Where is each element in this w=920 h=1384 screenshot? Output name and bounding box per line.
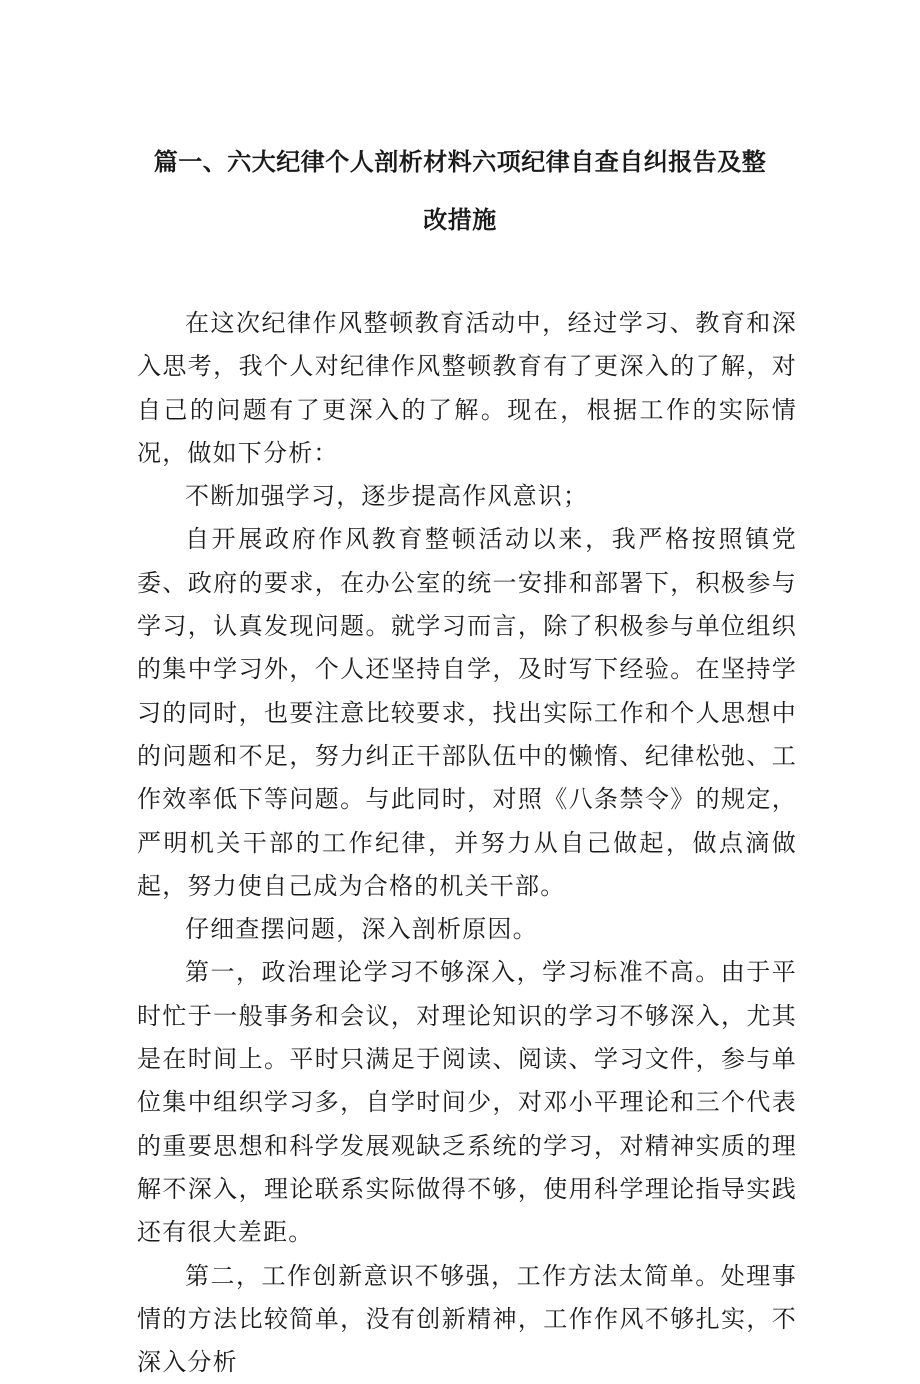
paragraph-study-details: 自开展政府作风教育整顿活动以来，我严格按照镇党委、政府的要求，在办公室的统一安排和部署下，积极参与学习，认真发现问题。就学习而言，除了积极参与单位组织的集中学习外，个人还坚持自学，及时写下经验。在坚持学习的同时，也要注意比较要求，找出实际工作和个人思想中的问题和不足，努力纠正干部队伍中的懒惰、纪律松弛、工作效率低下等问题。与此同时，对照《八条禁令》的规定，严明机关干部的工作纪律，并努力从自己做起，做点滴做起，努力使自己成为合格的机关干部。 (137, 525, 797, 900)
paragraph-intro: 在这次纪律作风整顿教育活动中，经过学习、教育和深入思考，我个人对纪律作风整顿教育有了更深入的了解，对自己的问题有了更深入的了解。现在，根据工作的实际情况，做如下分析： (137, 309, 797, 467)
paragraph-problem-two: 第二，工作创新意识不够强，工作方法太简单。处理事情的方法比较简单，没有创新精神，工作作风不够扎实，不深入分析 (137, 1261, 797, 1377)
paragraph-problem-one: 第一，政治理论学习不够深入，学习标准不高。由于平时忙于一般事务和会议，对理论知识的学习不够深入，尤其是在时间上。平时只满足于阅读、阅读、学习文件，参与单位集中组织学习多，自学时间少，对邓小平理论和三个代表的重要思想和科学发展观缺乏系统的学习，对精神实质的理解不深入，理论联系实际做得不够，使用科学理论指导实践还有很大差距。 (137, 958, 797, 1247)
document-title-line-2: 改措施 (423, 206, 497, 234)
document-body (137, 302, 797, 1384)
document-title-line-1: 篇一、六大纪律个人剖析材料六项纪律自查自纠报告及整 (153, 148, 767, 176)
paragraph-heading-study: 不断加强学习，逐步提高作风意识； (185, 482, 589, 511)
paragraph-heading-problems: 仔细查摆问题，深入剖析原因。 (185, 915, 538, 944)
